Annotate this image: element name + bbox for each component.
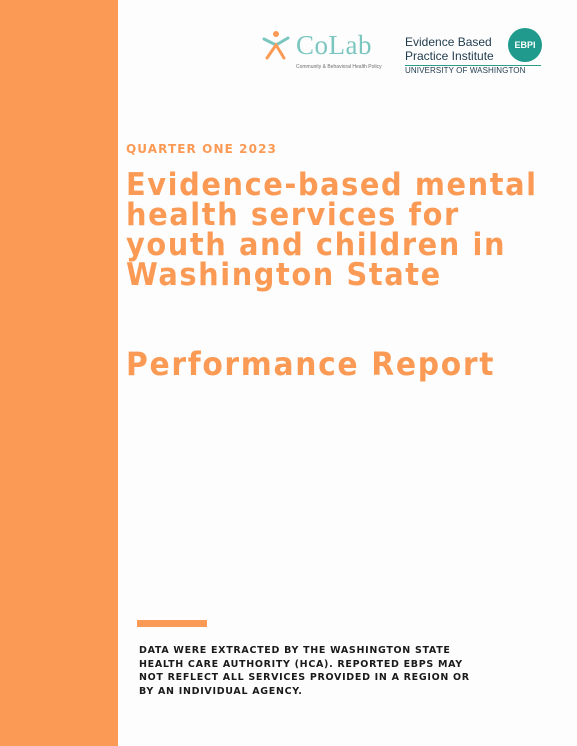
disclaimer-line: DATA WERE EXTRACTED BY THE WASHINGTON STATE bbox=[139, 645, 451, 656]
ebpi-line-2: Practice Institute bbox=[405, 49, 494, 63]
report-subtitle: Performance Report bbox=[126, 345, 496, 383]
report-quarter: QUARTER ONE 2023 bbox=[126, 142, 277, 156]
report-title bbox=[126, 167, 545, 293]
accent-divider bbox=[137, 620, 207, 627]
ebpi-badge: EBPI bbox=[508, 28, 542, 62]
ebpi-line-1: Evidence Based bbox=[405, 35, 492, 49]
disclaimer-line: HEALTH CARE AUTHORITY (HCA). REPORTED EBPS MAY bbox=[139, 658, 463, 670]
title-line: health services for bbox=[126, 197, 460, 233]
orange-side-bar bbox=[0, 0, 118, 746]
colab-tagline: Community & Behavioral Health Policy bbox=[296, 64, 382, 70]
colab-figure-icon bbox=[262, 30, 290, 60]
disclaimer-line: NOT REFLECT ALL SERVICES PROVIDED IN A REGION OR bbox=[139, 672, 470, 683]
title-line: Evidence-based mental bbox=[126, 167, 538, 203]
colab-wordmark: CoLab bbox=[296, 30, 372, 60]
title-line: Washington State bbox=[126, 257, 442, 293]
ebpi-logo bbox=[397, 27, 549, 79]
data-disclaimer bbox=[139, 644, 499, 698]
colab-logo bbox=[260, 26, 380, 78]
title-line: youth and children in bbox=[126, 227, 507, 263]
disclaimer-line: BY AN INDIVIDUAL AGENCY. bbox=[139, 685, 303, 697]
ebpi-university: UNIVERSITY OF WASHINGTON bbox=[405, 66, 526, 75]
